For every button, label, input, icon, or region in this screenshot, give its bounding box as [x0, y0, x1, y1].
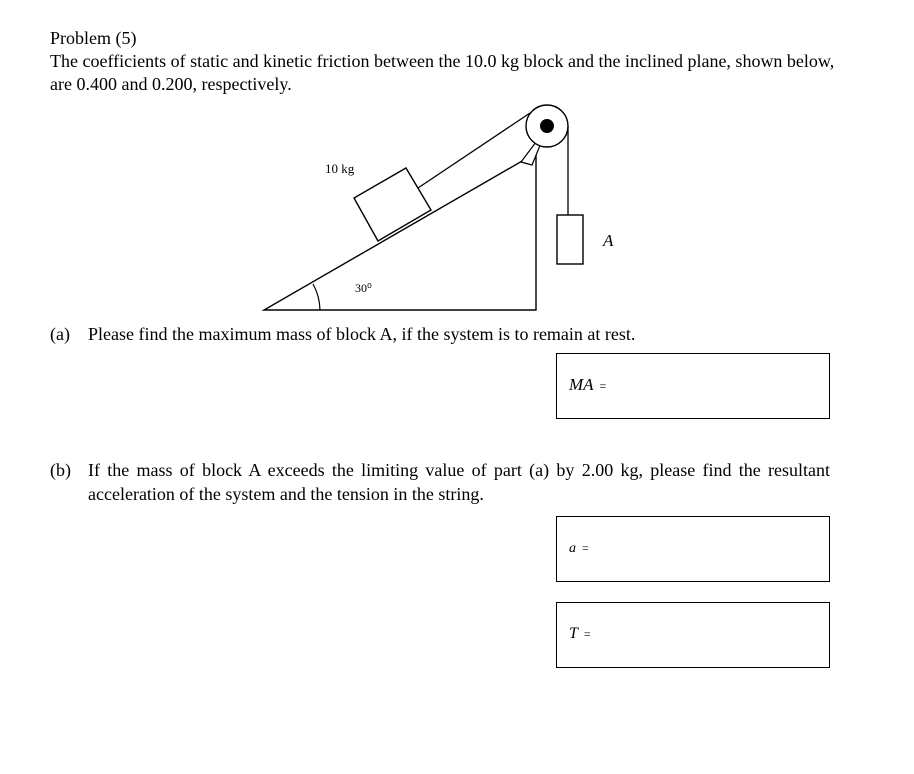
tension-label: T = [569, 625, 591, 642]
problem-title: Problem (5) [50, 28, 137, 48]
incline-angle-label: 30⁰ [355, 281, 372, 295]
angle-arc [313, 284, 320, 310]
answer-box-ma[interactable] [556, 353, 830, 419]
hanging-block-label: A [603, 231, 614, 250]
problem-intro: The coefficients of static and kinetic friction between the 10.0 kg block and the inclined plane, shown below, are 0.400 and 0.200, respectively. [50, 51, 835, 94]
block-mass-label: 10 kg [325, 161, 355, 176]
part-b-label: (b) [50, 460, 71, 480]
part-a-label: (a) [50, 324, 70, 344]
block-a [557, 215, 583, 264]
answer-box-acceleration[interactable] [556, 516, 830, 582]
block-10kg [354, 168, 431, 241]
acceleration-label: a = [569, 541, 589, 556]
string-incline [418, 113, 530, 188]
answer-box-tension[interactable] [556, 602, 830, 668]
pulley-axle [540, 119, 554, 133]
part-a-question: Please find the maximum mass of block A, if the system is to remain at rest. [88, 324, 636, 344]
ma-label: MA = [569, 375, 607, 394]
part-b-question: If the mass of block A exceeds the limiting value of part (a) by 2.00 kg, please find the resultant acceleration of the system and the tension in the string. [88, 460, 830, 504]
